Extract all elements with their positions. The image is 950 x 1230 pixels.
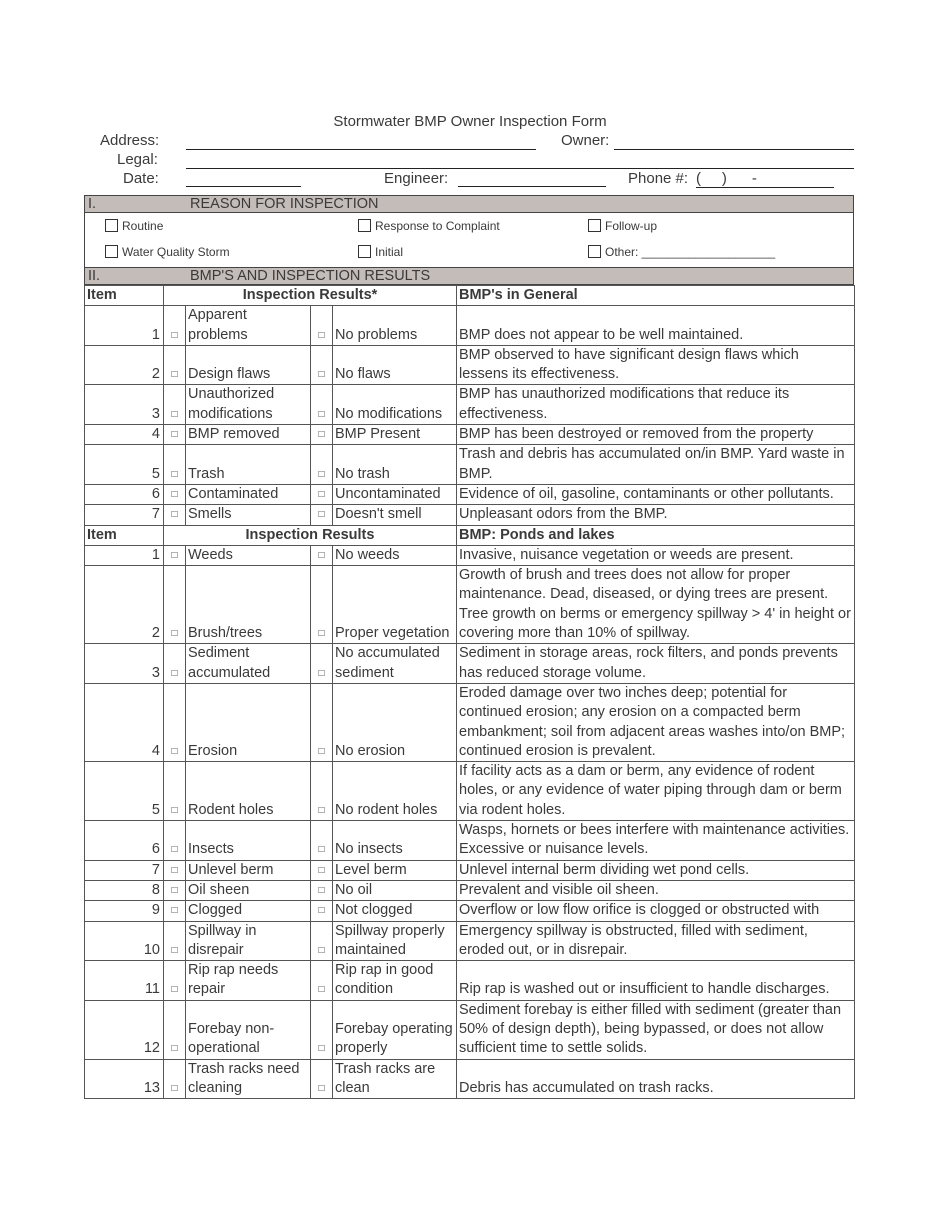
description: Growth of brush and trees does not allow for proper maintenance. Dead, diseased, or dying trees are present. Tree growth on berms or emergency spillway > 4' in height or covering more than 10% of spillway. xyxy=(457,566,855,644)
ok-checkbox[interactable]: □ xyxy=(311,880,333,900)
problem-label: Rodent holes xyxy=(186,762,311,821)
description: Sediment in storage areas, rock filters, and ponds prevents has reduced storage volume. xyxy=(457,644,855,684)
engineer-field[interactable] xyxy=(458,186,606,187)
item-number: 8 xyxy=(85,880,164,900)
col-item: Item xyxy=(85,286,164,306)
checkbox[interactable] xyxy=(588,245,601,258)
ok-checkbox[interactable]: □ xyxy=(311,306,333,346)
ok-label: Proper vegetation xyxy=(333,566,457,644)
description: Evidence of oil, gasoline, contaminants or other pollutants. xyxy=(457,484,855,504)
problem-label: Insects xyxy=(186,821,311,861)
option-other[interactable]: Other: ____________________ xyxy=(588,245,775,259)
page-title: Stormwater BMP Owner Inspection Form xyxy=(333,113,607,130)
ok-label: No oil xyxy=(333,880,457,900)
col-results: Inspection Results xyxy=(164,525,457,545)
ok-label: No weeds xyxy=(333,545,457,565)
problem-label: Brush/trees xyxy=(186,566,311,644)
problem-checkbox[interactable]: □ xyxy=(164,1059,186,1099)
owner-field[interactable] xyxy=(614,149,854,150)
legal-field[interactable] xyxy=(186,168,854,169)
ok-label: Uncontaminated xyxy=(333,484,457,504)
problem-label: Design flaws xyxy=(186,345,311,385)
description: Overflow or low flow orifice is clogged or obstructed with xyxy=(457,901,855,921)
table-row xyxy=(85,880,855,900)
date-field[interactable] xyxy=(186,186,301,187)
table-row xyxy=(85,484,855,504)
inspection-form xyxy=(84,195,854,1099)
ok-label: Doesn't smell xyxy=(333,505,457,525)
item-number: 4 xyxy=(85,425,164,445)
ok-label: No rodent holes xyxy=(333,762,457,821)
section-title: BMP'S AND INSPECTION RESULTS xyxy=(190,268,431,284)
problem-label: Rip rap needs repair xyxy=(186,961,311,1001)
description: Wasps, hornets or bees interfere with maintenance activities. Excessive or nuisance levels. xyxy=(457,821,855,861)
checkbox[interactable] xyxy=(105,219,118,232)
legal-label: Legal: xyxy=(117,151,158,168)
problem-label: Smells xyxy=(186,505,311,525)
problem-checkbox[interactable]: □ xyxy=(164,545,186,565)
col-description: BMP's in General xyxy=(457,286,855,306)
ok-label: Rip rap in good condition xyxy=(333,961,457,1001)
problem-label: Clogged xyxy=(186,901,311,921)
date-label: Date: xyxy=(123,170,159,187)
table-row xyxy=(85,1059,855,1099)
problem-checkbox[interactable]: □ xyxy=(164,505,186,525)
item-number: 6 xyxy=(85,821,164,861)
ok-checkbox[interactable]: □ xyxy=(311,644,333,684)
ok-label: Not clogged xyxy=(333,901,457,921)
option-initial[interactable]: Initial xyxy=(358,245,403,259)
description: Debris has accumulated on trash racks. xyxy=(457,1059,855,1099)
item-number: 4 xyxy=(85,683,164,761)
option-response-to-complaint[interactable]: Response to Complaint xyxy=(358,219,500,233)
address-label: Address: xyxy=(100,132,160,149)
table-row xyxy=(85,644,855,684)
description: Eroded damage over two inches deep; potential for continued erosion; any erosion on a compacted berm embankment; soil from adjacent areas washes into/on BMP; continued erosion is prevalent. xyxy=(457,683,855,761)
item-number: 5 xyxy=(85,762,164,821)
problem-checkbox[interactable]: □ xyxy=(164,425,186,445)
checkbox[interactable] xyxy=(358,219,371,232)
problem-checkbox[interactable]: □ xyxy=(164,880,186,900)
reason-options xyxy=(84,213,854,267)
table-row xyxy=(85,1000,855,1059)
description: Unpleasant odors from the BMP. xyxy=(457,505,855,525)
problem-checkbox[interactable]: □ xyxy=(164,961,186,1001)
ok-label: No insects xyxy=(333,821,457,861)
description: BMP has been destroyed or removed from the property xyxy=(457,425,855,445)
col-results: Inspection Results* xyxy=(164,286,457,306)
ok-checkbox[interactable]: □ xyxy=(311,1059,333,1099)
ok-label: No erosion xyxy=(333,683,457,761)
section-title: REASON FOR INSPECTION xyxy=(190,196,379,212)
ok-checkbox[interactable]: □ xyxy=(311,762,333,821)
inspection-table xyxy=(84,285,855,1099)
phone-field[interactable]: ( ) - xyxy=(696,170,834,188)
option-follow-up[interactable]: Follow-up xyxy=(588,219,657,233)
owner-label: Owner: xyxy=(561,132,610,149)
item-number: 13 xyxy=(85,1059,164,1099)
table-row xyxy=(85,683,855,761)
ok-checkbox[interactable]: □ xyxy=(311,545,333,565)
description: If facility acts as a dam or berm, any evidence of rodent holes, or any evidence of water piping through dam or berm via rodent holes. xyxy=(457,762,855,821)
table-row xyxy=(85,821,855,861)
item-number: 6 xyxy=(85,484,164,504)
section-number: II. xyxy=(88,268,101,284)
general-header-row xyxy=(85,286,855,306)
ok-label: Level berm xyxy=(333,860,457,880)
table-row xyxy=(85,505,855,525)
option-water-quality-storm[interactable]: Water Quality Storm xyxy=(105,245,230,259)
table-row xyxy=(85,860,855,880)
ok-checkbox[interactable]: □ xyxy=(311,921,333,961)
ok-label: BMP Present xyxy=(333,425,457,445)
ok-label: No trash xyxy=(333,445,457,485)
ok-checkbox[interactable]: □ xyxy=(311,345,333,385)
col-description: BMP: Ponds and lakes xyxy=(457,525,855,545)
item-number: 2 xyxy=(85,345,164,385)
engineer-label: Engineer: xyxy=(384,170,449,187)
description: Invasive, nuisance vegetation or weeds are present. xyxy=(457,545,855,565)
address-field[interactable] xyxy=(186,149,536,150)
problem-checkbox[interactable]: □ xyxy=(164,901,186,921)
description: BMP does not appear to be well maintained. xyxy=(457,306,855,346)
problem-label: Unauthorized modifications xyxy=(186,385,311,425)
problem-checkbox[interactable]: □ xyxy=(164,445,186,485)
problem-checkbox[interactable]: □ xyxy=(164,683,186,761)
table-row xyxy=(85,961,855,1001)
description: Unlevel internal berm dividing wet pond cells. xyxy=(457,860,855,880)
table-row xyxy=(85,921,855,961)
problem-label: Contaminated xyxy=(186,484,311,504)
ok-label: No accumulated sediment xyxy=(333,644,457,684)
description: Trash and debris has accumulated on/in BMP. Yard waste in BMP. xyxy=(457,445,855,485)
problem-label: Trash racks need cleaning xyxy=(186,1059,311,1099)
problem-label: BMP removed xyxy=(186,425,311,445)
table-row xyxy=(85,545,855,565)
ok-checkbox[interactable]: □ xyxy=(311,385,333,425)
ok-label: Spillway properly maintained xyxy=(333,921,457,961)
problem-checkbox[interactable]: □ xyxy=(164,1000,186,1059)
section-reason-header xyxy=(84,195,854,213)
table-row xyxy=(85,566,855,644)
ok-checkbox[interactable]: □ xyxy=(311,821,333,861)
section-results-header xyxy=(84,267,854,285)
item-number: 1 xyxy=(85,545,164,565)
item-number: 11 xyxy=(85,961,164,1001)
item-number: 3 xyxy=(85,385,164,425)
item-number: 7 xyxy=(85,860,164,880)
problem-label: Oil sheen xyxy=(186,880,311,900)
description: Rip rap is washed out or insufficient to handle discharges. xyxy=(457,961,855,1001)
ok-checkbox[interactable]: □ xyxy=(311,860,333,880)
problem-checkbox[interactable]: □ xyxy=(164,860,186,880)
checkbox[interactable] xyxy=(358,245,371,258)
item-number: 5 xyxy=(85,445,164,485)
problem-checkbox[interactable]: □ xyxy=(164,821,186,861)
item-number: 2 xyxy=(85,566,164,644)
problem-checkbox[interactable]: □ xyxy=(164,566,186,644)
item-number: 7 xyxy=(85,505,164,525)
item-number: 3 xyxy=(85,644,164,684)
problem-label: Spillway in disrepair xyxy=(186,921,311,961)
problem-label: Sediment accumulated xyxy=(186,644,311,684)
checkbox[interactable] xyxy=(105,245,118,258)
ok-checkbox[interactable]: □ xyxy=(311,566,333,644)
item-number: 1 xyxy=(85,306,164,346)
ok-label: No flaws xyxy=(333,345,457,385)
problem-label: Apparent problems xyxy=(186,306,311,346)
section-number: I. xyxy=(88,196,97,212)
ok-checkbox[interactable]: □ xyxy=(311,484,333,504)
option-routine[interactable]: Routine xyxy=(105,219,163,233)
item-number: 9 xyxy=(85,901,164,921)
ok-label: No modifications xyxy=(333,385,457,425)
item-number: 10 xyxy=(85,921,164,961)
table-row xyxy=(85,762,855,821)
ponds-header-row xyxy=(85,525,855,545)
description: BMP observed to have significant design flaws which lessens its effectiveness. xyxy=(457,345,855,385)
problem-checkbox[interactable]: □ xyxy=(164,644,186,684)
description: Prevalent and visible oil sheen. xyxy=(457,880,855,900)
problem-checkbox[interactable]: □ xyxy=(164,345,186,385)
description: BMP has unauthorized modifications that reduce its effectiveness. xyxy=(457,385,855,425)
problem-label: Weeds xyxy=(186,545,311,565)
item-number: 12 xyxy=(85,1000,164,1059)
ok-label: Trash racks are clean xyxy=(333,1059,457,1099)
problem-label: Erosion xyxy=(186,683,311,761)
ok-checkbox[interactable]: □ xyxy=(311,683,333,761)
ok-label: Forebay operating properly xyxy=(333,1000,457,1059)
table-row xyxy=(85,345,855,385)
description: Sediment forebay is either filled with sediment (greater than 50% of design depth), being bypassed, or does not allow sufficient time to settle solids. xyxy=(457,1000,855,1059)
problem-checkbox[interactable]: □ xyxy=(164,306,186,346)
description: Emergency spillway is obstructed, filled with sediment, eroded out, or in disrepair. xyxy=(457,921,855,961)
problem-label: Unlevel berm xyxy=(186,860,311,880)
table-row xyxy=(85,425,855,445)
problem-checkbox[interactable]: □ xyxy=(164,762,186,821)
checkbox[interactable] xyxy=(588,219,601,232)
ok-label: No problems xyxy=(333,306,457,346)
phone-label: Phone #: xyxy=(628,170,689,187)
problem-label: Forebay non-operational xyxy=(186,1000,311,1059)
ok-checkbox[interactable]: □ xyxy=(311,961,333,1001)
problem-checkbox[interactable]: □ xyxy=(164,385,186,425)
ok-checkbox[interactable]: □ xyxy=(311,425,333,445)
ok-checkbox[interactable]: □ xyxy=(311,445,333,485)
problem-label: Trash xyxy=(186,445,311,485)
table-row xyxy=(85,306,855,346)
col-item: Item xyxy=(85,525,164,545)
ok-checkbox[interactable]: □ xyxy=(311,901,333,921)
problem-checkbox[interactable]: □ xyxy=(164,921,186,961)
problem-checkbox[interactable]: □ xyxy=(164,484,186,504)
ok-checkbox[interactable]: □ xyxy=(311,1000,333,1059)
table-row xyxy=(85,901,855,921)
ok-checkbox[interactable]: □ xyxy=(311,505,333,525)
table-row xyxy=(85,385,855,425)
table-row xyxy=(85,445,855,485)
